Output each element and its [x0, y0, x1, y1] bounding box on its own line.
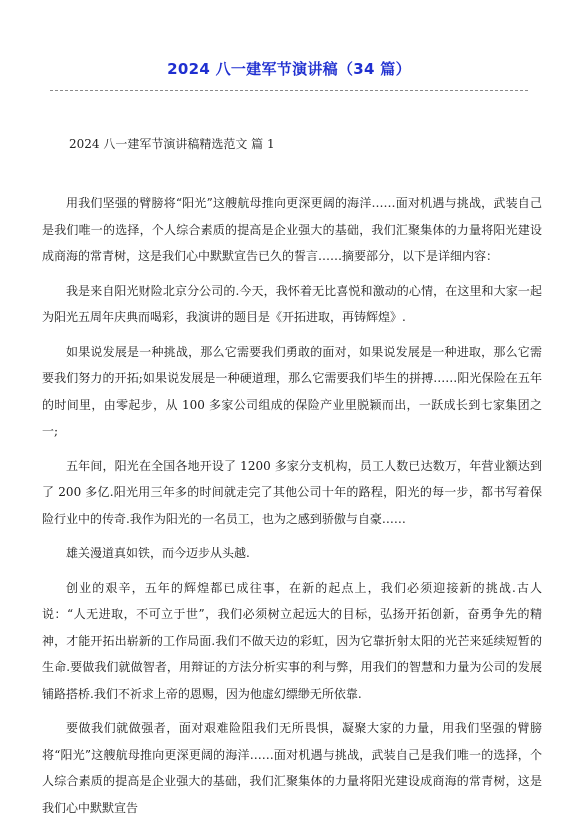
paragraph-5: 雄关漫道真如铁，而今迈步从头越. [66, 546, 250, 560]
paragraph-2: 我是来自阳光财险北京分公司的.今天，我怀着无比喜悦和激动的心情，在这里和大家一起为阳光五周年庆典而喝彩，我演讲的题目是《开拓进取，再铸辉煌》. [42, 283, 542, 324]
paragraph-3: 如果说发展是一种挑战，那么它需要我们勇敢的面对，如果说发展是一种进取，那么它需要我们努力的开拓;如果说发展是一种硬道理，那么它需要我们毕生的拼搏……阳光保险在五年的时间里，由零起步，从 100 多家公司组成的保险产业里脱颖而出，一跃成长到七家集团之一; [42, 344, 542, 438]
paragraph-7: 要做我们就做强者，面对艰难险阻我们无所畏惧，凝聚大家的力量，用我们坚强的臂膀将“阳光”这艘航母推向更深更阔的海洋……面对机遇与挑战，武装自己是我们唯一的选择，个人综合素质的提高是企业强大的基础，我们汇聚集体的力量将阳光建设成商海的常青树，这是我们心中默默宣告 [42, 721, 542, 815]
document-body [42, 190, 542, 829]
section-heading: 2024 八一建军节演讲稿精选范文 篇 1 [69, 137, 275, 151]
document-title: 2024 八一建军节演讲稿（34 篇） [167, 60, 411, 78]
paragraph-4: 五年间，阳光在全国各地开设了 1200 多家分支机构，员工人数已达数万，年营业额达到了 200 多亿.阳光用三年多的时间就走完了其他公司十年的路程，阳光的每一步，都书写着保险行业中的传奇.我作为阳光的一名员工，也为之感到骄傲与自豪…… [42, 458, 542, 526]
paragraph-6: 创业的艰辛，五年的辉煌都已成往事，在新的起点上，我们必须迎接新的挑战.古人说：“人无进取，不可立于世”，我们必须树立起远大的目标，弘扬开拓创新，奋勇争先的精神，才能开拓出崭新的工作局面.我们不做天边的彩虹，因为它靠折射太阳的光芒来延续短暂的生命.要做我们就做智者，用辩证的方法分析实事的利与弊，用我们的智慧和力量为公司的发展铺路搭桥.我们不祈求上帝的恩赐，因为他虚幻缥缈无所依靠. [42, 580, 542, 701]
title-divider [50, 90, 528, 91]
paragraph-1: 用我们坚强的臂膀将“阳光”这艘航母推向更深更阔的海洋……面对机遇与挑战，武装自己是我们唯一的选择，个人综合素质的提高是企业强大的基础，我们汇聚集体的力量将阳光建设成商海的常青树，这是我们心中默默宣告已久的誓言……摘要部分，以下是详细内容： [42, 196, 542, 263]
